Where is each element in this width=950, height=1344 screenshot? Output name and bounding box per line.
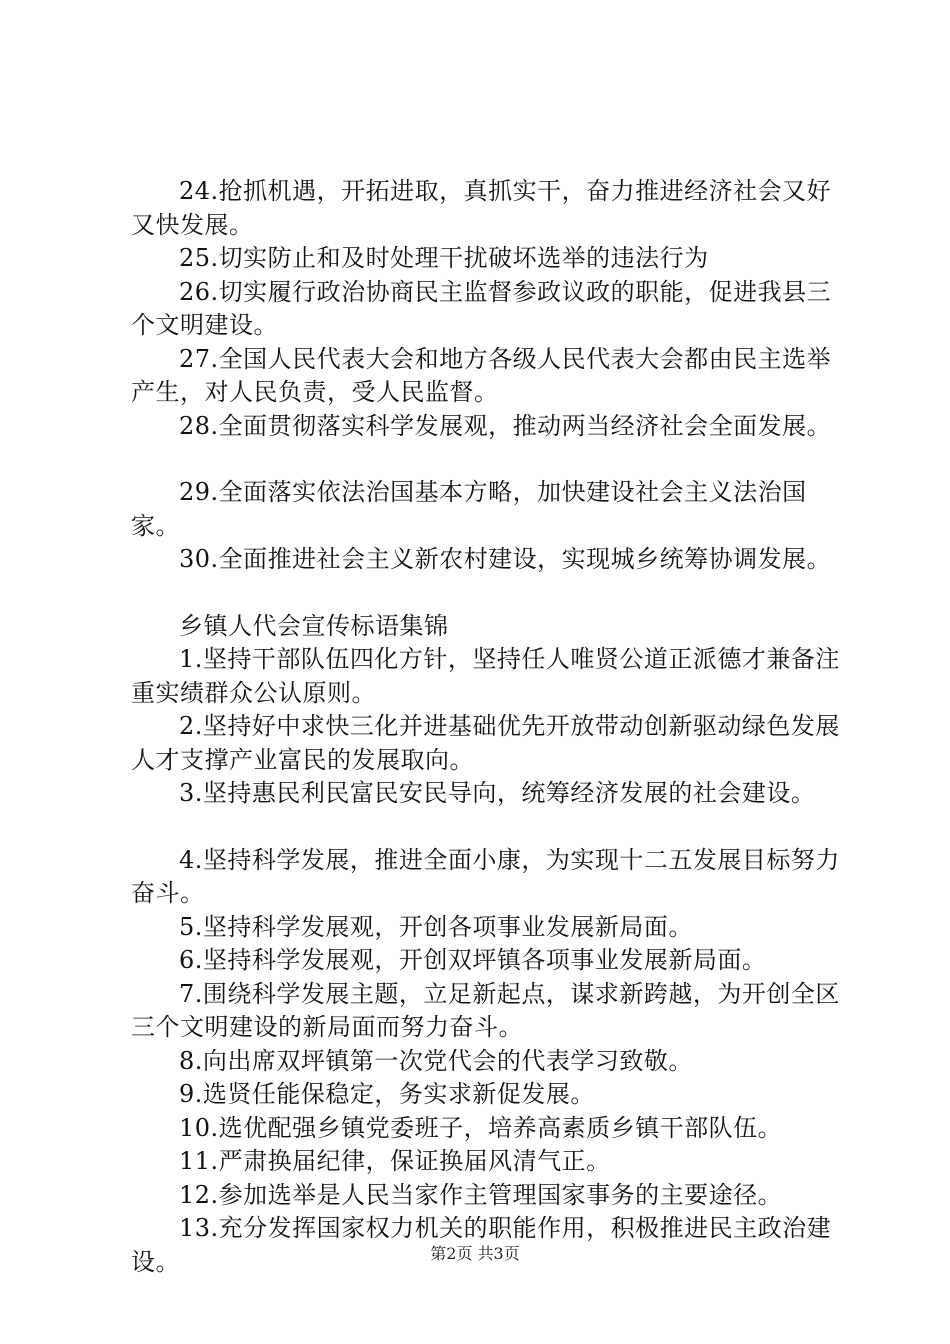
list-item: 2.坚持好中求快三化并进基础优先开放带动创新驱动绿色发展人才支撑产业富民的发展取向。 [131,712,840,774]
list-item: 1.坚持干部队伍四化方针，坚持任人唯贤公道正派德才兼备注重实绩群众公认原则。 [131,645,840,707]
section-title: 乡镇人代会宣传标语集锦 [179,611,449,640]
list-item: 30.全面推进社会主义新农村建设，实现城乡统筹协调发展。 [179,545,832,573]
list-item: 29.全面落实依法治国基本方略，加快建设社会主义法治国家。 [131,478,807,540]
list-item: 3.坚持惠民利民富民安民导向，统筹经济发展的社会建设。 [179,779,816,807]
list-item: 7.围绕科学发展主题，立足新起点，谋求新跨越，为开创全区三个文明建设的新局面而努力奋斗。 [131,979,840,1041]
list-item: 11.严肃换届纪律，保证换届风清气正。 [179,1147,611,1175]
list-item: 5.坚持科学发展观，开创各项事业发展新局面。 [179,912,693,941]
blank-line [131,443,843,476]
list-item: 10.选优配强乡镇党委班子，培养高素质乡镇干部队伍。 [179,1113,783,1142]
list-item: 8.向出席双坪镇第一次党代会的代表学习致敬。 [179,1046,693,1075]
list-item: 12.参加选举是人民当家作主管理国家事务的主要途径。 [179,1180,783,1209]
list-item: 25.切实防止和及时处理干扰破坏选举的违法行为 [179,244,709,272]
blank-line [131,577,843,610]
list-item: 4.坚持科学发展，推进全面小康，为实现十二五发展目标努力奋斗。 [131,845,840,907]
list-item: 9.选贤任能保稳定，务实求新促发展。 [179,1080,595,1108]
list-item: 26.切实履行政治协商民主监督参政议政的职能，促进我县三个文明建设。 [131,277,832,339]
page-number-footer: 第2页 共3页 [430,1244,520,1263]
list-item: 27.全国人民代表大会和地方各级人民代表大会都由民主选举产生，对人民负责，受人民监督。 [131,344,832,406]
list-item: 24.抢抓机遇，开拓进取，真抓实干，奋力推进经济社会又好又快发展。 [131,177,832,239]
blank-line [131,811,843,844]
list-item: 28.全面贯彻落实科学发展观，推动两当经济社会全面发展。 [179,411,832,440]
list-item: 6.坚持科学发展观，开创双坪镇各项事业发展新局面。 [179,946,767,974]
list-item: 13.充分发挥国家权力机关的职能作用，积极推进民主政治建设。 [131,1214,832,1276]
document-body [131,175,843,1279]
